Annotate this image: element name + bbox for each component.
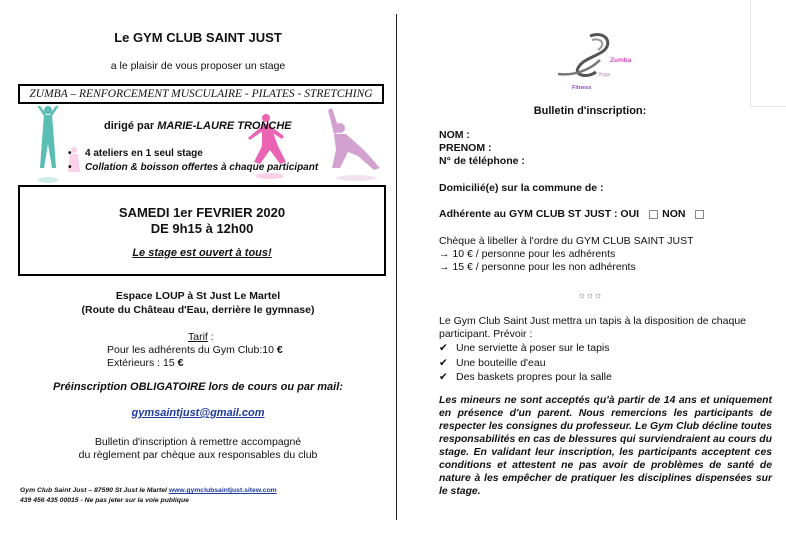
phone-field-label: N° de téléphone :	[439, 155, 525, 167]
price-members: → 10 € / personne pour les adhérents	[439, 248, 616, 260]
prenom-field-label: PRENOM :	[439, 142, 492, 154]
footer-website-link[interactable]: www.gymclubsaintjust.sitew.com	[168, 487, 277, 494]
club-logo	[552, 30, 636, 92]
flyer-subtitle: a le plaisir de vous proposer un stage	[110, 60, 286, 72]
page-edge-panel	[750, 0, 786, 107]
tarif-external: Extérieurs : 15 €	[107, 357, 184, 369]
check-icon: ✔	[439, 342, 448, 354]
features-list	[68, 147, 318, 175]
disciplines-box: ZUMBA – RENFORCEMENT MUSCULAIRE - PILATES - STRETCHING	[18, 84, 384, 104]
tarif-label: Tarif	[188, 331, 208, 343]
event-time: DE 9h15 à 12h00	[150, 221, 254, 236]
non-label: NON	[662, 208, 686, 220]
cheque-instructions: Chèque à libeller à l'ordre du GYM CLUB SAINT JUST	[439, 235, 694, 247]
bulletin-note-line1: Bulletin d'inscription à remettre accompagné	[94, 436, 302, 448]
column-divider	[396, 14, 397, 520]
bulletin-note-line2: du règlement par chèque aux responsables du club	[78, 449, 318, 461]
list-item: • 4 ateliers en 1 seul stage	[68, 147, 318, 161]
tarif-heading: Tarif :	[188, 331, 214, 343]
checklist	[439, 341, 612, 385]
date-box	[18, 185, 386, 276]
footer-address: Gym Club Saint Just – 87590 St Just le Martel www.gymclubsaintjust.sitew.com	[20, 487, 277, 494]
instructor-name: MARIE-LAURE TRONCHE	[157, 120, 292, 132]
membership-label: Adhérente au GYM CLUB ST JUST : OUI	[439, 208, 640, 220]
check-icon: ✔	[439, 371, 448, 383]
logo-word-zumba: Zumba	[610, 57, 632, 64]
non-checkbox[interactable]	[695, 210, 704, 219]
oui-checkbox[interactable]	[649, 210, 658, 219]
separator-ornament: ☼☼☼	[577, 290, 603, 300]
lilac-dancer	[328, 108, 380, 181]
mat-info-line1: Le Gym Club Saint Just mettra un tapis à la disposition de chaque	[439, 315, 747, 327]
footer-legal: 439 456 435 00015 - Ne pas jeter sur la voie publique	[20, 497, 189, 504]
logo-word-fitness: Fitness	[572, 85, 592, 91]
membership-question	[439, 208, 708, 220]
logo-word-yoga: Yoga	[598, 72, 611, 78]
registration-title: Bulletin d'inscription:	[533, 105, 647, 117]
list-item: ✔ Des baskets propres pour la salle	[439, 371, 612, 383]
check-icon: ✔	[439, 356, 448, 369]
venue-directions: (Route du Château d'Eau, derrière le gymnase)	[81, 304, 315, 316]
contact-email-link[interactable]: gymsaintjust@gmail.com	[131, 407, 265, 419]
nom-field-label: NOM :	[439, 129, 470, 141]
mat-info-line2: participant. Prévoir :	[439, 328, 533, 340]
teal-dancer	[36, 106, 60, 183]
list-item: ✔ Une bouteille d'eau	[439, 356, 546, 369]
directed-prefix: dirigé par	[104, 120, 158, 132]
tarif-members: Pour les adhérents du Gym Club:10 €	[107, 344, 283, 356]
flyer-title: Le GYM CLUB SAINT JUST	[114, 30, 282, 45]
instructor-line	[104, 120, 292, 132]
domicile-field-label: Domicilié(e) sur la commune de :	[439, 182, 604, 194]
event-date: SAMEDI 1er FEVRIER 2020	[118, 205, 286, 220]
preinscription-notice: Préinscription OBLIGATOIRE lors de cours ou par mail:	[53, 381, 343, 393]
list-item: ✔ Une serviette à poser sur le tapis	[439, 342, 610, 354]
price-non-members: → 15 € / personne pour les non adhérents	[439, 261, 636, 273]
open-to-all-note: Le stage est ouvert à tous!	[132, 247, 272, 259]
conditions-paragraph: Les mineurs ne sont acceptés qu'à partir de 14 ans et uniquement en présence d'un parent. Nous remercions les participants de respecter les consignes du professeur. Le Gym Club décline toutes responsabilités en cas de blessures qui surviendraient au cours du stage. En validant leur inscription, les participants acceptent ces conditions et attestent ne pas avoir de problèmes de santé de nature à les empêcher de pratiquer les disciplines dispensées sur le stage.	[439, 395, 772, 497]
list-item: • Collation & boisson offertes à chaque participant	[68, 161, 318, 175]
venue-name: Espace LOUP à St Just Le Martel	[115, 290, 281, 302]
